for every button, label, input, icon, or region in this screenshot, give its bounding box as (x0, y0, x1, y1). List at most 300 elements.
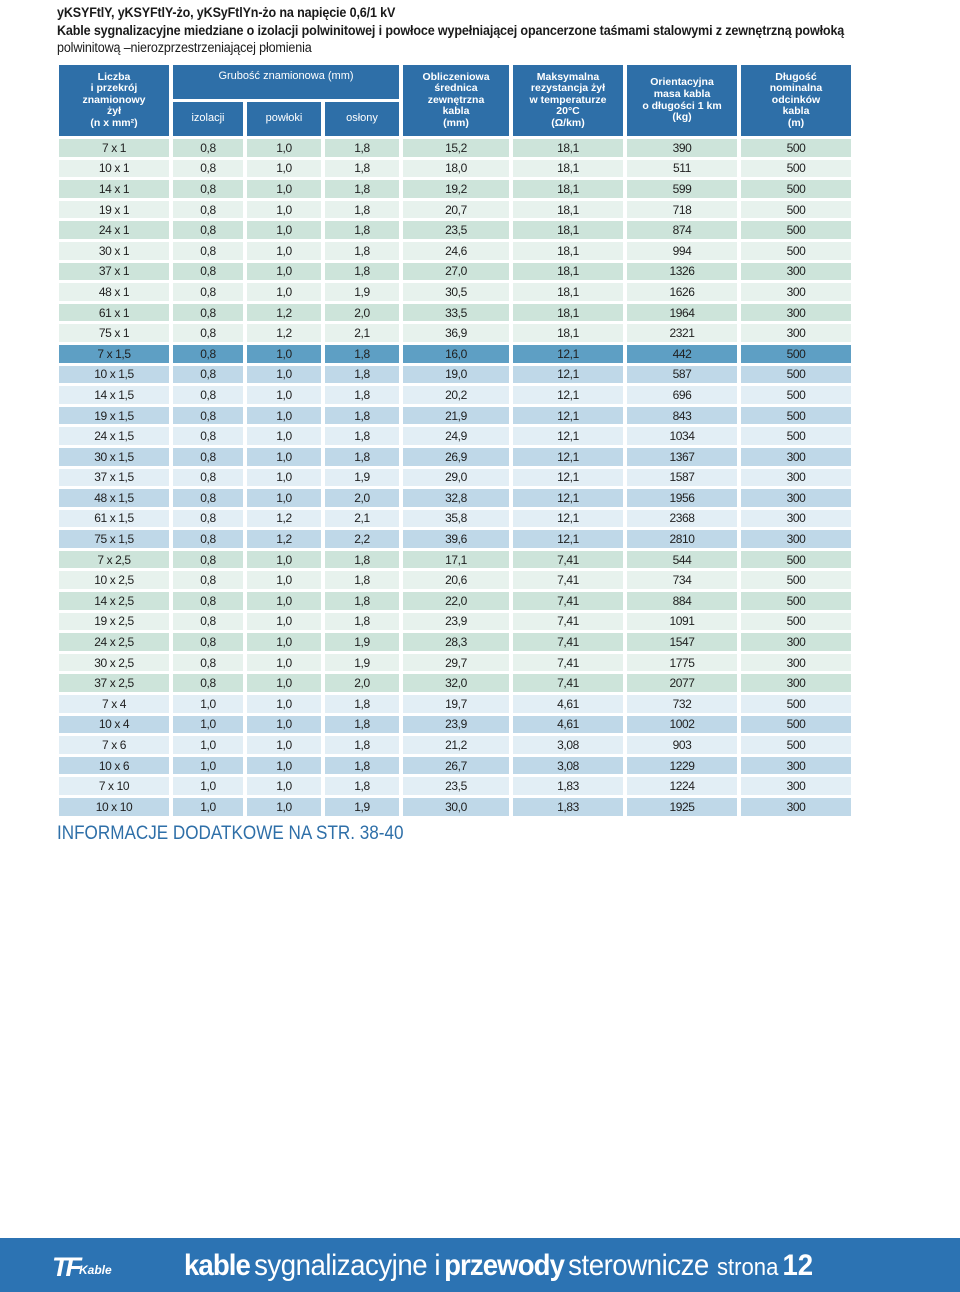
cell-insulation: 1,0 (173, 757, 243, 775)
cell-outer-diameter: 23,5 (403, 777, 509, 795)
cell-insulation: 0,8 (173, 427, 243, 445)
table-row (59, 345, 851, 363)
cell-max-resistance: 7,41 (513, 592, 623, 610)
spec-table-body (59, 139, 851, 816)
cell-outer-diameter: 20,6 (403, 571, 509, 589)
cell-filler-sheath: 1,0 (247, 798, 321, 816)
cell-cable-mass: 587 (627, 366, 737, 384)
cell-outer-diameter: 15,2 (403, 139, 509, 157)
cell-filler-sheath: 1,0 (247, 263, 321, 281)
table-row (59, 160, 851, 178)
footer-word-signal: sygnalizacyjne i (254, 1249, 441, 1282)
cell-insulation: 0,8 (173, 345, 243, 363)
cell-cable-mass: 2810 (627, 530, 737, 548)
cell-outer-sheath: 1,8 (325, 551, 399, 569)
cell-filler-sheath: 1,2 (247, 530, 321, 548)
cell-insulation: 0,8 (173, 674, 243, 692)
cell-max-resistance: 7,41 (513, 551, 623, 569)
cell-insulation: 0,8 (173, 139, 243, 157)
table-row (59, 613, 851, 631)
product-code-title: yKSYFtlY, yKSYFtlY-żo, yKSyFtlYn-żo na napięcie 0,6/1 kV (57, 5, 396, 20)
cell-section-length: 500 (741, 221, 851, 239)
cell-cable-mass: 1002 (627, 716, 737, 734)
cell-insulation: 0,8 (173, 366, 243, 384)
footer-page-label: strona (716, 1254, 779, 1281)
cell-max-resistance: 3,08 (513, 736, 623, 754)
cell-max-resistance: 1,83 (513, 777, 623, 795)
cell-section-length: 300 (741, 777, 851, 795)
table-row (59, 139, 851, 157)
cell-insulation: 0,8 (173, 263, 243, 281)
cell-outer-sheath: 1,8 (325, 180, 399, 198)
cell-outer-diameter: 20,2 (403, 386, 509, 404)
cell-outer-diameter: 16,0 (403, 345, 509, 363)
cell-section-length: 500 (741, 386, 851, 404)
cell-filler-sheath: 1,0 (247, 386, 321, 404)
logo-kable-word: Kable (79, 1263, 112, 1277)
table-row (59, 777, 851, 795)
cell-filler-sheath: 1,0 (247, 242, 321, 260)
cell-cross-section: 24 x 2,5 (59, 633, 169, 651)
cell-outer-diameter: 19,7 (403, 695, 509, 713)
cell-insulation: 1,0 (173, 695, 243, 713)
footer-word-control: sterownicze (568, 1249, 709, 1282)
additional-info-note: INFORMACJE DODATKOWE NA STR. 38-40 (57, 823, 404, 844)
cell-max-resistance: 12,1 (513, 366, 623, 384)
table-row (59, 427, 851, 445)
cell-section-length: 300 (741, 530, 851, 548)
table-row (59, 242, 851, 260)
cell-insulation: 0,8 (173, 180, 243, 198)
cell-outer-sheath: 2,2 (325, 530, 399, 548)
cell-filler-sheath: 1,0 (247, 345, 321, 363)
title-block (57, 4, 937, 57)
cell-filler-sheath: 1,0 (247, 674, 321, 692)
cell-outer-diameter: 30,0 (403, 798, 509, 816)
cell-max-resistance: 12,1 (513, 386, 623, 404)
table-row (59, 592, 851, 610)
tf-kable-logo (52, 1250, 122, 1284)
cell-outer-diameter: 24,9 (403, 427, 509, 445)
logo-tf-mark: TF (52, 1252, 79, 1282)
cell-outer-diameter: 29,7 (403, 654, 509, 672)
header-filler-sheath: powłoki (247, 102, 321, 136)
cell-insulation: 1,0 (173, 777, 243, 795)
cell-filler-sheath: 1,0 (247, 736, 321, 754)
cell-insulation: 0,8 (173, 551, 243, 569)
cell-outer-diameter: 36,9 (403, 324, 509, 342)
cell-filler-sheath: 1,0 (247, 221, 321, 239)
cell-filler-sheath: 1,0 (247, 489, 321, 507)
cell-section-length: 300 (741, 757, 851, 775)
cell-cross-section: 10 x 10 (59, 798, 169, 816)
cell-max-resistance: 12,1 (513, 489, 623, 507)
cell-max-resistance: 12,1 (513, 448, 623, 466)
cell-max-resistance: 12,1 (513, 345, 623, 363)
header-nominal-thickness: Grubość znamionowa (mm) (173, 65, 399, 99)
cell-outer-sheath: 1,8 (325, 201, 399, 219)
cell-outer-sheath: 1,8 (325, 592, 399, 610)
cell-outer-sheath: 1,8 (325, 448, 399, 466)
cell-outer-sheath: 2,0 (325, 489, 399, 507)
cell-filler-sheath: 1,0 (247, 777, 321, 795)
header-section-length (741, 65, 851, 136)
cell-max-resistance: 3,08 (513, 757, 623, 775)
cell-outer-diameter: 26,9 (403, 448, 509, 466)
cell-cross-section: 24 x 1,5 (59, 427, 169, 445)
table-row (59, 757, 851, 775)
cell-max-resistance: 1,83 (513, 798, 623, 816)
cell-insulation: 0,8 (173, 489, 243, 507)
cell-filler-sheath: 1,0 (247, 201, 321, 219)
cell-insulation: 0,8 (173, 530, 243, 548)
header-outer-diameter (403, 65, 509, 136)
cell-section-length: 300 (741, 798, 851, 816)
table-row (59, 448, 851, 466)
cell-cable-mass: 732 (627, 695, 737, 713)
cell-filler-sheath: 1,0 (247, 654, 321, 672)
cell-outer-sheath: 1,8 (325, 139, 399, 157)
cell-outer-sheath: 1,9 (325, 798, 399, 816)
header-max-resistance (513, 65, 623, 136)
cell-cable-mass: 1925 (627, 798, 737, 816)
header-cross-section-text: Liczba i przekrój znamionowy żył (n x mm²) (82, 70, 146, 129)
cell-section-length: 300 (741, 510, 851, 528)
table-row (59, 180, 851, 198)
cell-outer-diameter: 26,7 (403, 757, 509, 775)
cell-cable-mass: 903 (627, 736, 737, 754)
table-row (59, 551, 851, 569)
table-row (59, 530, 851, 548)
cell-insulation: 0,8 (173, 242, 243, 260)
cell-outer-sheath: 1,8 (325, 221, 399, 239)
cell-outer-diameter: 32,0 (403, 674, 509, 692)
cell-cable-mass: 843 (627, 407, 737, 425)
cell-section-length: 300 (741, 448, 851, 466)
cell-cable-mass: 2077 (627, 674, 737, 692)
header-cable-mass-text: Orientacyjna masa kabla o długości 1 km (kg) (642, 76, 722, 124)
cell-section-length: 500 (741, 180, 851, 198)
cell-outer-diameter: 19,2 (403, 180, 509, 198)
cell-cable-mass: 599 (627, 180, 737, 198)
header-cable-mass (627, 65, 737, 136)
cell-section-length: 300 (741, 469, 851, 487)
cell-cable-mass: 1775 (627, 654, 737, 672)
cell-section-length: 500 (741, 736, 851, 754)
cell-cross-section: 19 x 1,5 (59, 407, 169, 425)
cell-section-length: 500 (741, 427, 851, 445)
footer-bar (0, 1238, 960, 1292)
cell-insulation: 0,8 (173, 613, 243, 631)
cell-cross-section: 48 x 1 (59, 283, 169, 301)
cell-cable-mass: 511 (627, 160, 737, 178)
cell-cross-section: 14 x 2,5 (59, 592, 169, 610)
cell-filler-sheath: 1,0 (247, 448, 321, 466)
cell-max-resistance: 7,41 (513, 571, 623, 589)
cell-outer-sheath: 1,8 (325, 160, 399, 178)
cell-section-length: 500 (741, 407, 851, 425)
cell-cross-section: 30 x 2,5 (59, 654, 169, 672)
table-row (59, 633, 851, 651)
cell-cross-section: 30 x 1,5 (59, 448, 169, 466)
cell-max-resistance: 18,1 (513, 221, 623, 239)
header-section-length-text: Długość nominalna odcinków kabla (m) (769, 70, 823, 129)
cell-cable-mass: 1626 (627, 283, 737, 301)
cell-cable-mass: 2321 (627, 324, 737, 342)
cell-insulation: 0,8 (173, 304, 243, 322)
cell-cross-section: 37 x 2,5 (59, 674, 169, 692)
cell-outer-sheath: 1,8 (325, 613, 399, 631)
cell-outer-diameter: 27,0 (403, 263, 509, 281)
cell-insulation: 0,8 (173, 571, 243, 589)
cell-max-resistance: 4,61 (513, 716, 623, 734)
cell-cable-mass: 1091 (627, 613, 737, 631)
cell-filler-sheath: 1,0 (247, 407, 321, 425)
cell-outer-sheath: 1,8 (325, 427, 399, 445)
cell-cross-section: 7 x 10 (59, 777, 169, 795)
cell-outer-sheath: 1,9 (325, 469, 399, 487)
cell-outer-diameter: 33,5 (403, 304, 509, 322)
cell-cable-mass: 1224 (627, 777, 737, 795)
cell-cross-section: 75 x 1 (59, 324, 169, 342)
cell-outer-sheath: 2,0 (325, 304, 399, 322)
cell-section-length: 500 (741, 551, 851, 569)
product-description: Kable sygnalizacyjne miedziane o izolacji polwinitowej i powłoce wypełniającej opancerzone taśmami stalowymi z zewnętrzną powłoką (57, 22, 845, 38)
cell-outer-sheath: 1,9 (325, 654, 399, 672)
cell-cable-mass: 718 (627, 201, 737, 219)
cell-cable-mass: 874 (627, 221, 737, 239)
cell-max-resistance: 12,1 (513, 407, 623, 425)
table-row (59, 324, 851, 342)
cell-section-length: 500 (741, 592, 851, 610)
cell-filler-sheath: 1,0 (247, 160, 321, 178)
cell-max-resistance: 7,41 (513, 633, 623, 651)
cell-insulation: 0,8 (173, 407, 243, 425)
cell-cross-section: 61 x 1,5 (59, 510, 169, 528)
cell-filler-sheath: 1,0 (247, 469, 321, 487)
cell-section-length: 500 (741, 139, 851, 157)
cell-section-length: 500 (741, 201, 851, 219)
table-row (59, 386, 851, 404)
cell-insulation: 0,8 (173, 283, 243, 301)
table-row (59, 469, 851, 487)
cell-max-resistance: 12,1 (513, 469, 623, 487)
cell-max-resistance: 18,1 (513, 242, 623, 260)
cell-cross-section: 7 x 2,5 (59, 551, 169, 569)
table-row (59, 201, 851, 219)
cell-cable-mass: 1964 (627, 304, 737, 322)
cell-filler-sheath: 1,0 (247, 551, 321, 569)
cell-outer-diameter: 21,9 (403, 407, 509, 425)
cell-max-resistance: 18,1 (513, 304, 623, 322)
cell-max-resistance: 18,1 (513, 201, 623, 219)
cell-section-length: 300 (741, 304, 851, 322)
header-max-resistance-text: Maksymalna rezystancja żył w temperaturze 20°C (Ω/km) (529, 70, 607, 129)
cell-insulation: 1,0 (173, 716, 243, 734)
table-row (59, 695, 851, 713)
cell-section-length: 300 (741, 324, 851, 342)
cell-max-resistance: 12,1 (513, 530, 623, 548)
cell-cross-section: 7 x 4 (59, 695, 169, 713)
cell-cable-mass: 696 (627, 386, 737, 404)
table-row (59, 571, 851, 589)
cell-outer-sheath: 1,8 (325, 695, 399, 713)
cell-insulation: 0,8 (173, 160, 243, 178)
cell-section-length: 300 (741, 489, 851, 507)
cell-filler-sheath: 1,0 (247, 180, 321, 198)
cell-outer-diameter: 22,0 (403, 592, 509, 610)
cell-outer-sheath: 1,8 (325, 345, 399, 363)
cell-section-length: 300 (741, 283, 851, 301)
cell-outer-diameter: 23,5 (403, 221, 509, 239)
cell-cable-mass: 390 (627, 139, 737, 157)
cell-outer-sheath: 1,8 (325, 716, 399, 734)
cell-outer-diameter: 29,0 (403, 469, 509, 487)
cell-filler-sheath: 1,2 (247, 304, 321, 322)
cell-cross-section: 7 x 1,5 (59, 345, 169, 363)
cell-outer-sheath: 1,8 (325, 736, 399, 754)
cell-outer-sheath: 1,8 (325, 263, 399, 281)
cell-section-length: 500 (741, 345, 851, 363)
cell-outer-sheath: 2,1 (325, 510, 399, 528)
cell-section-length: 300 (741, 633, 851, 651)
cell-cross-section: 24 x 1 (59, 221, 169, 239)
cell-outer-sheath: 1,8 (325, 757, 399, 775)
cell-outer-sheath: 1,8 (325, 366, 399, 384)
cell-cross-section: 7 x 1 (59, 139, 169, 157)
cell-outer-sheath: 2,0 (325, 674, 399, 692)
cell-filler-sheath: 1,0 (247, 716, 321, 734)
cell-outer-diameter: 17,1 (403, 551, 509, 569)
cell-max-resistance: 18,1 (513, 139, 623, 157)
footer-page-number: 12 (782, 1249, 814, 1282)
cell-cable-mass: 734 (627, 571, 737, 589)
cell-max-resistance: 18,1 (513, 263, 623, 281)
cell-max-resistance: 18,1 (513, 180, 623, 198)
footer-word-wires: przewody (444, 1249, 565, 1282)
table-row (59, 304, 851, 322)
table-row (59, 489, 851, 507)
cell-cable-mass: 442 (627, 345, 737, 363)
cell-insulation: 0,8 (173, 592, 243, 610)
cell-max-resistance: 7,41 (513, 654, 623, 672)
cell-max-resistance: 12,1 (513, 427, 623, 445)
cell-filler-sheath: 1,0 (247, 139, 321, 157)
cell-cross-section: 37 x 1,5 (59, 469, 169, 487)
footer-word-kable: kable (184, 1249, 250, 1282)
cell-cross-section: 30 x 1 (59, 242, 169, 260)
cell-section-length: 300 (741, 263, 851, 281)
cell-outer-diameter: 30,5 (403, 283, 509, 301)
table-row (59, 366, 851, 384)
spec-table (55, 62, 855, 819)
cell-outer-sheath: 1,9 (325, 283, 399, 301)
cell-filler-sheath: 1,0 (247, 633, 321, 651)
cell-cross-section: 14 x 1,5 (59, 386, 169, 404)
cell-max-resistance: 18,1 (513, 324, 623, 342)
table-row (59, 716, 851, 734)
cell-cable-mass: 884 (627, 592, 737, 610)
table-row (59, 283, 851, 301)
cell-insulation: 1,0 (173, 798, 243, 816)
cell-outer-diameter: 21,2 (403, 736, 509, 754)
cell-cable-mass: 1587 (627, 469, 737, 487)
cell-cross-section: 10 x 1,5 (59, 366, 169, 384)
cell-outer-diameter: 24,6 (403, 242, 509, 260)
cell-cross-section: 19 x 1 (59, 201, 169, 219)
cell-cable-mass: 1547 (627, 633, 737, 651)
cell-insulation: 0,8 (173, 448, 243, 466)
cell-insulation: 0,8 (173, 201, 243, 219)
cell-outer-diameter: 23,9 (403, 716, 509, 734)
cell-cable-mass: 1229 (627, 757, 737, 775)
cell-outer-sheath: 1,8 (325, 571, 399, 589)
cell-max-resistance: 7,41 (513, 613, 623, 631)
cell-outer-sheath: 1,8 (325, 242, 399, 260)
cell-cross-section: 75 x 1,5 (59, 530, 169, 548)
cell-outer-diameter: 18,0 (403, 160, 509, 178)
cell-cable-mass: 1956 (627, 489, 737, 507)
cell-cross-section: 37 x 1 (59, 263, 169, 281)
cell-cross-section: 10 x 1 (59, 160, 169, 178)
cell-filler-sheath: 1,0 (247, 366, 321, 384)
cell-cable-mass: 544 (627, 551, 737, 569)
cell-outer-diameter: 39,6 (403, 530, 509, 548)
cell-section-length: 500 (741, 160, 851, 178)
cell-max-resistance: 18,1 (513, 160, 623, 178)
cell-filler-sheath: 1,0 (247, 592, 321, 610)
cell-section-length: 500 (741, 242, 851, 260)
table-row (59, 654, 851, 672)
cell-cross-section: 10 x 6 (59, 757, 169, 775)
cell-cross-section: 10 x 4 (59, 716, 169, 734)
cell-max-resistance: 12,1 (513, 510, 623, 528)
cell-cable-mass: 1034 (627, 427, 737, 445)
product-description-cont: polwinitową –nierozprzestrzeniającej płomienia (57, 40, 312, 55)
cell-outer-diameter: 20,7 (403, 201, 509, 219)
cell-filler-sheath: 1,2 (247, 324, 321, 342)
cell-outer-sheath: 1,8 (325, 386, 399, 404)
cell-outer-diameter: 23,9 (403, 613, 509, 631)
cell-cross-section: 19 x 2,5 (59, 613, 169, 631)
cell-cross-section: 61 x 1 (59, 304, 169, 322)
cell-outer-diameter: 35,8 (403, 510, 509, 528)
cell-filler-sheath: 1,0 (247, 427, 321, 445)
table-row (59, 736, 851, 754)
cell-max-resistance: 7,41 (513, 674, 623, 692)
cell-outer-diameter: 32,8 (403, 489, 509, 507)
cell-insulation: 0,8 (173, 633, 243, 651)
cell-filler-sheath: 1,0 (247, 283, 321, 301)
cell-insulation: 0,8 (173, 510, 243, 528)
cell-outer-diameter: 19,0 (403, 366, 509, 384)
cell-filler-sheath: 1,0 (247, 571, 321, 589)
header-cross-section (59, 65, 169, 136)
table-row (59, 263, 851, 281)
cell-outer-sheath: 1,8 (325, 777, 399, 795)
cell-cable-mass: 1326 (627, 263, 737, 281)
cell-outer-diameter: 28,3 (403, 633, 509, 651)
cell-max-resistance: 18,1 (513, 283, 623, 301)
cell-section-length: 500 (741, 613, 851, 631)
cell-insulation: 0,8 (173, 386, 243, 404)
cell-section-length: 500 (741, 716, 851, 734)
cell-section-length: 500 (741, 571, 851, 589)
cell-cross-section: 10 x 2,5 (59, 571, 169, 589)
table-row (59, 798, 851, 816)
cell-section-length: 500 (741, 695, 851, 713)
cell-filler-sheath: 1,0 (247, 757, 321, 775)
